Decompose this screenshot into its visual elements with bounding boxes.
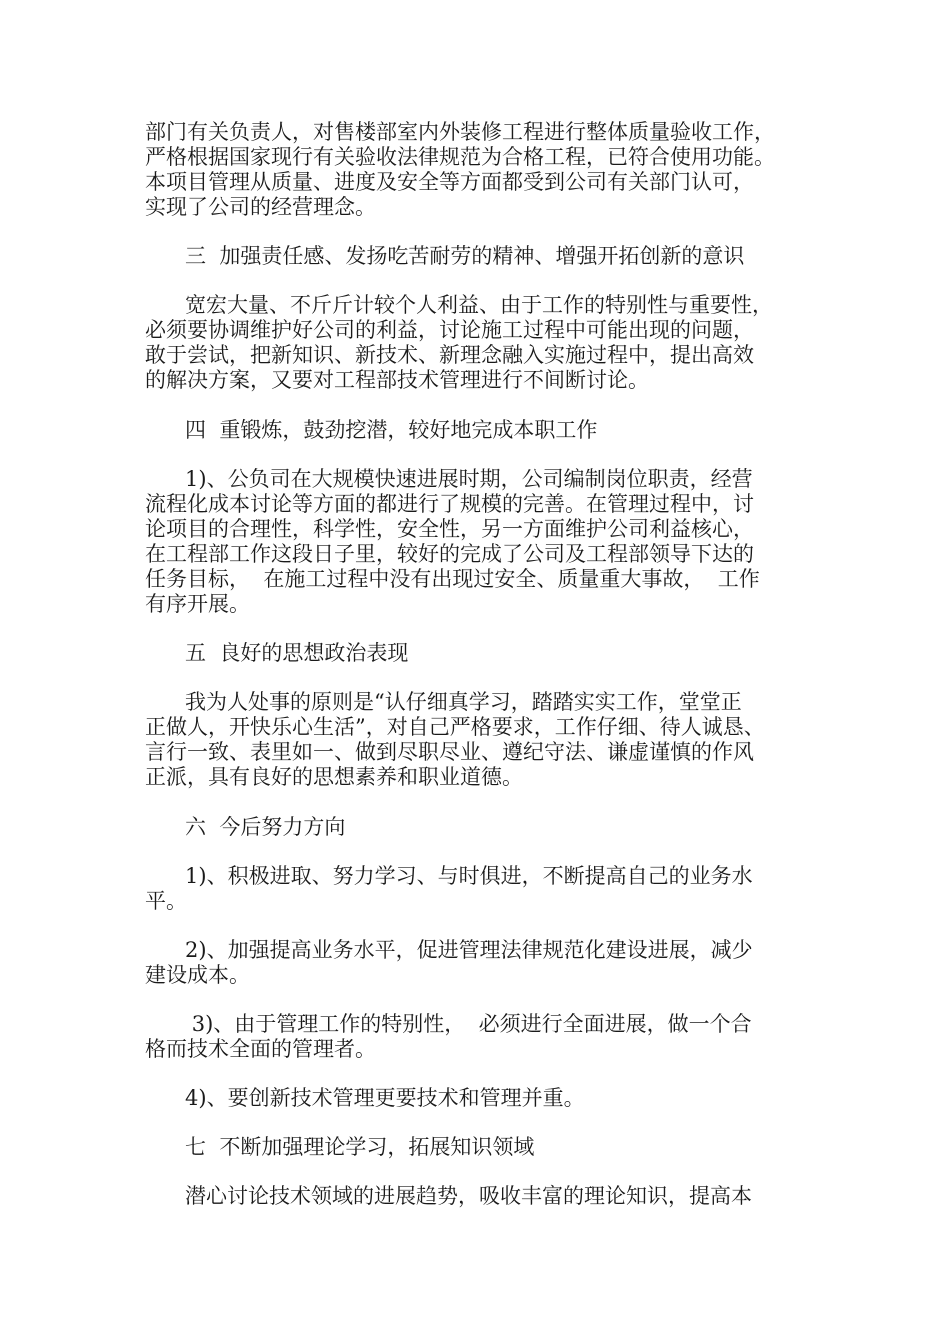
text-line: 1)、积极进取、努力学习、与时俱进，不断提高自己的业务水 xyxy=(145,864,753,888)
section-heading-4: 四 重锻炼，鼓劲挖潜，较好地完成本职工作 xyxy=(145,418,598,442)
text-line: 建设成本。 xyxy=(145,963,250,987)
text-line: 敢于尝试，把新知识、新技术、新理念融入实施过程中，提出高效 xyxy=(145,343,754,367)
text-line: 宽宏大量、不斤斤计较个人利益、由于工作的特别性与重要性， xyxy=(145,293,774,317)
paragraph-study xyxy=(145,1184,825,1209)
paragraph-duties xyxy=(145,467,825,617)
section-heading-6: 六 今后努力方向 xyxy=(145,815,346,839)
text-line: 的解决方案，又要对工程部技术管理进行不间断讨论。 xyxy=(145,368,649,392)
paragraph-acceptance xyxy=(145,120,825,220)
paragraph-goal-4 xyxy=(145,1086,825,1111)
section-heading-7: 七 不断加强理论学习，拓展知识领域 xyxy=(145,1135,535,1159)
text-line: 论项目的合理性，科学性，安全性，另一方面维护公司利益核心， xyxy=(145,517,754,541)
paragraph-responsibility xyxy=(145,293,825,393)
text-line: 部门有关负责人，对售楼部室内外装修工程进行整体质量验收工作， xyxy=(145,120,775,144)
text-line: 平。 xyxy=(145,889,187,913)
text-line: 实现了公司的经营理念。 xyxy=(145,195,376,219)
text-line: 2)、加强提高业务水平，促进管理法律规范化建设进展，减少 xyxy=(145,938,753,962)
text-line: 必须要协调维护好公司的利益，讨论施工过程中可能出现的问题， xyxy=(145,318,754,342)
text-line: 正派，具有良好的思想素养和职业道德。 xyxy=(145,765,523,789)
text-line: 潜心讨论技术领域的进展趋势，吸收丰富的理论知识，提高本 xyxy=(145,1184,753,1208)
text-line: 在工程部工作这段日子里，较好的完成了公司及工程部领导下达的 xyxy=(145,542,754,566)
paragraph-goal-1 xyxy=(145,864,825,914)
text-line: 3)、由于管理工作的特别性， 必须进行全面进展，做一个合 xyxy=(145,1012,752,1036)
text-line: 本项目管理从质量、进度及安全等方面都受到公司有关部门认可， xyxy=(145,170,754,194)
text-line: 正做人，开快乐心生活”，对自己严格要求，工作仔细、待人诚恳、 xyxy=(145,715,765,739)
text-line: 4)、要创新技术管理更要技术和管理并重。 xyxy=(145,1086,585,1110)
text-line: 严格根据国家现行有关验收法律规范为合格工程，已符合使用功能。 xyxy=(145,145,775,169)
text-line: 1)、公负司在大规模快速进展时期，公司编制岗位职责，经营 xyxy=(145,467,753,491)
text-line: 有序开展。 xyxy=(145,592,250,616)
text-line: 流程化成本讨论等方面的都进行了规模的完善。在管理过程中，讨 xyxy=(145,492,754,516)
text-line: 我为人处事的原则是“认仔细真学习，踏踏实实工作，堂堂正 xyxy=(145,690,742,714)
paragraph-principles xyxy=(145,690,825,790)
section-heading-5: 五 良好的思想政治表现 xyxy=(145,641,409,665)
section-heading-3: 三 加强责任感、发扬吃苦耐劳的精神、增强开拓创新的意识 xyxy=(145,244,745,268)
text-line: 任务目标， 在施工过程中没有出现过安全、质量重大事故， 工作 xyxy=(145,567,760,591)
paragraph-goal-2 xyxy=(145,938,825,988)
paragraph-goal-3 xyxy=(145,1012,825,1062)
text-line: 言行一致、表里如一、做到尽职尽业、遵纪守法、谦虚谨慎的作风 xyxy=(145,740,754,764)
text-line: 格而技术全面的管理者。 xyxy=(145,1037,376,1061)
